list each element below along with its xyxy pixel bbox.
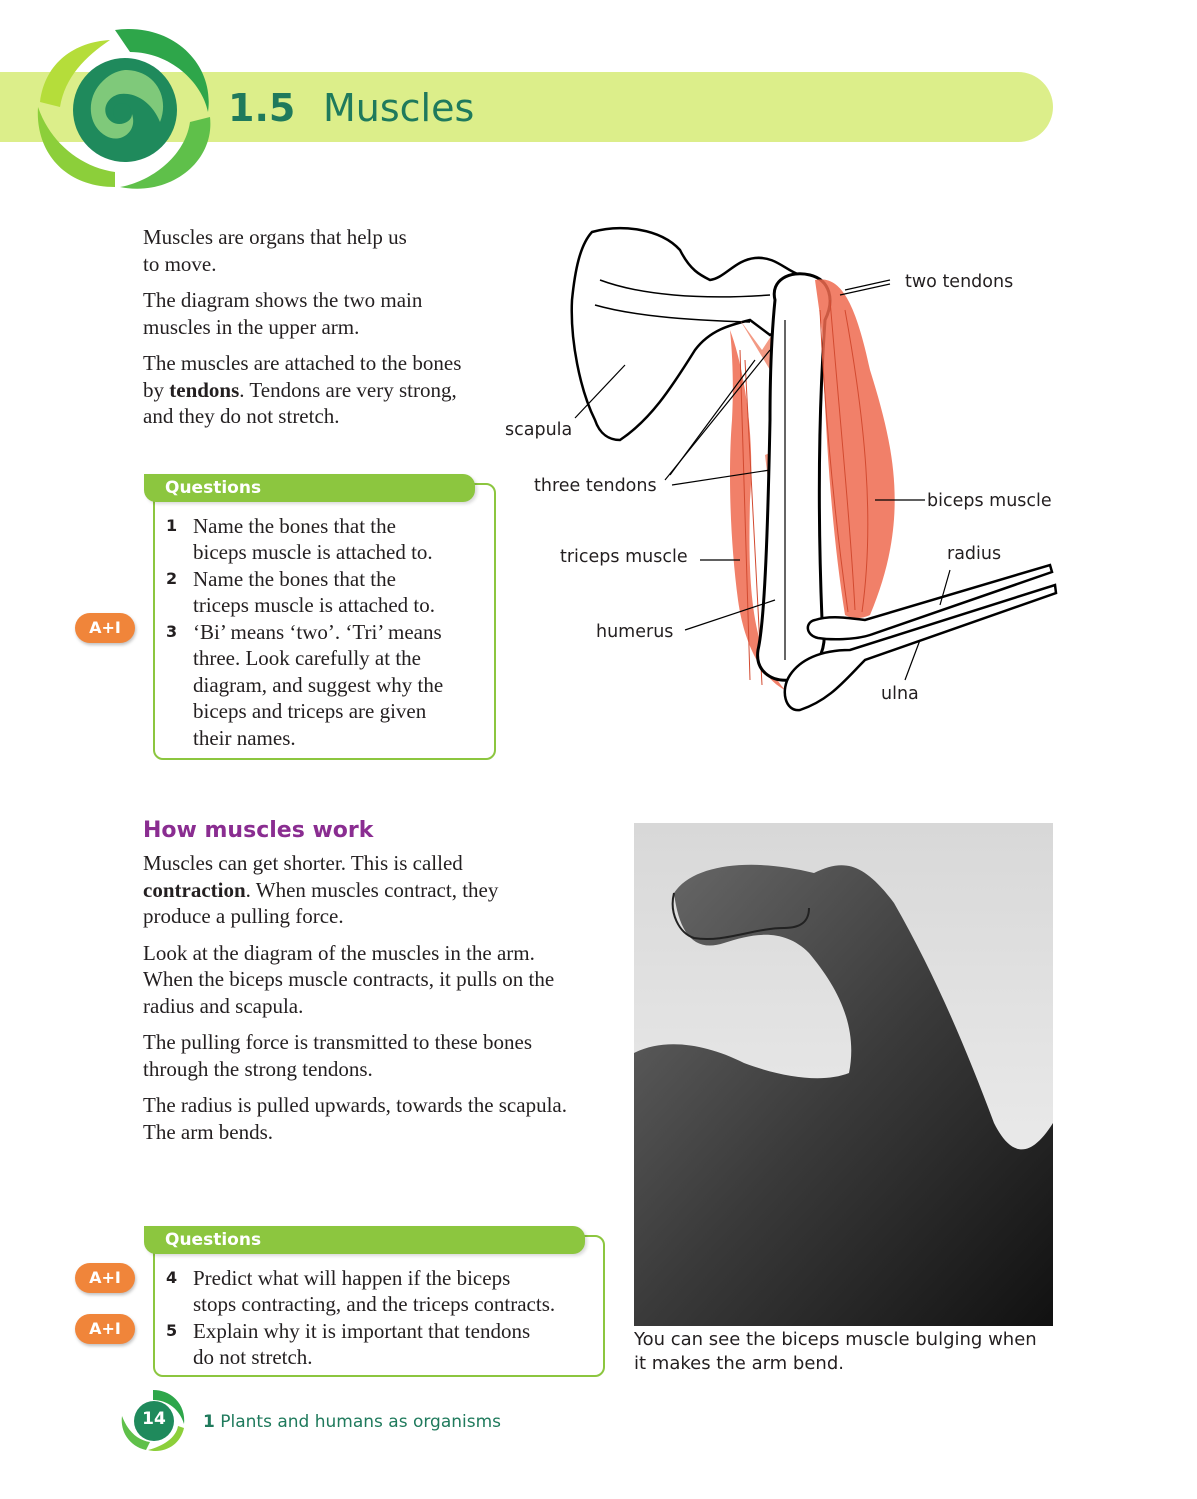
label-scapula: scapula bbox=[505, 420, 573, 440]
page-title: Muscles bbox=[323, 86, 475, 130]
chapter-title: Plants and humans as organisms bbox=[220, 1412, 502, 1432]
question-text: Predict what will happen if the biceps stops contracting, and the triceps contracts. bbox=[193, 1266, 556, 1317]
question-number: 1 bbox=[166, 516, 178, 535]
section-2-paragraph-2: Look at the diagram of the muscles in the arm. When the biceps muscle contracts, it pulls on the radius and scapula. bbox=[143, 940, 555, 1018]
ai-badge: A+I bbox=[75, 1263, 135, 1293]
question-text: Name the bones that the biceps muscle is attached to. bbox=[193, 514, 433, 565]
question-number: 2 bbox=[166, 569, 178, 588]
swirl-logo-icon bbox=[20, 22, 220, 192]
question-number: 5 bbox=[166, 1321, 178, 1340]
intro-paragraph-2: The diagram shows the two main muscles in the upper arm. bbox=[143, 288, 423, 339]
label-biceps-muscle: biceps muscle bbox=[927, 491, 1052, 511]
question-text: Name the bones that the triceps muscle is attached to. bbox=[193, 567, 436, 618]
ai-badge: A+I bbox=[75, 613, 135, 643]
question-number: 4 bbox=[166, 1268, 178, 1287]
tendons-term: tendons bbox=[169, 377, 240, 402]
section-heading: How muscles work bbox=[143, 818, 374, 843]
questions-heading-1: Questions bbox=[144, 474, 475, 502]
page-number: 14 bbox=[142, 1409, 166, 1429]
intro-paragraph-1: Muscles are organs that help us to move. bbox=[143, 225, 407, 276]
intro-paragraph-3: The muscles are attached to the bones by tendons. Tendons are very strong, and they do not stretch. bbox=[143, 351, 462, 428]
question-number: 3 bbox=[166, 622, 178, 641]
question-text: Explain why it is important that tendons do not stretch. bbox=[193, 1319, 531, 1370]
chapter-footer bbox=[203, 1412, 501, 1432]
section-2-paragraph-1: Muscles can get shorter. This is called contraction. When muscles contract, they produce a pulling force. bbox=[143, 851, 499, 928]
label-ulna: ulna bbox=[881, 684, 919, 704]
label-triceps-muscle: triceps muscle bbox=[560, 547, 688, 567]
section-2-paragraph-4: The radius is pulled upwards, towards the scapula. The arm bends. bbox=[143, 1093, 567, 1144]
section-number: 1.5 bbox=[228, 86, 296, 130]
arm-muscle-diagram bbox=[500, 220, 1070, 720]
contraction-term: contraction bbox=[143, 877, 246, 902]
ai-badge: A+I bbox=[75, 1314, 135, 1344]
question-text: ‘Bi’ means ‘two’. ‘Tri’ means three. Look carefully at the diagram, and suggest why the biceps and triceps are given their names. bbox=[193, 620, 444, 750]
section-2-text bbox=[143, 850, 613, 1155]
intro-text bbox=[143, 224, 503, 440]
label-radius: radius bbox=[947, 544, 1002, 564]
section-2-paragraph-3: The pulling force is transmitted to these bones through the strong tendons. bbox=[143, 1030, 532, 1081]
questions-heading-2: Questions bbox=[144, 1226, 585, 1254]
label-three-tendons: three tendons bbox=[534, 476, 657, 496]
photo-caption: You can see the biceps muscle bulging when it makes the arm bend. bbox=[634, 1329, 1037, 1374]
flexed-arm-photo bbox=[634, 823, 1053, 1326]
chapter-number: 1 bbox=[203, 1412, 215, 1432]
label-humerus: humerus bbox=[596, 622, 674, 642]
biceps-muscle bbox=[815, 279, 895, 618]
label-two-tendons: two tendons bbox=[905, 272, 1014, 292]
